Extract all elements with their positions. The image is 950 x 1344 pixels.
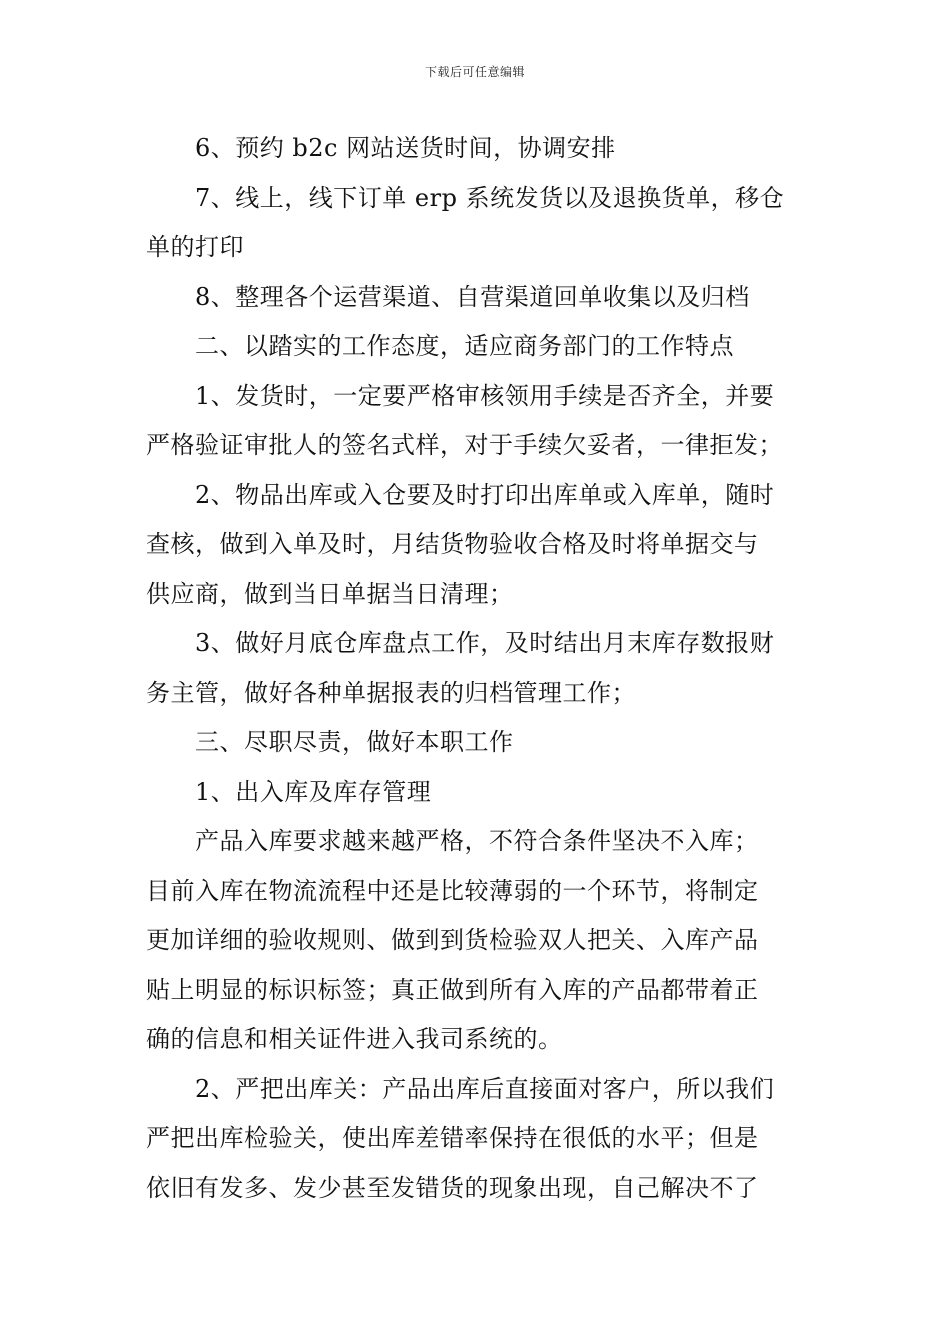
text-line: 8、整理各个运营渠道、自营渠道回单收集以及归档 <box>195 282 750 311</box>
text-line: 确的信息和相关证件进入我司系统的。 <box>146 1025 563 1053</box>
document-body <box>146 124 816 1213</box>
text-line: 目前入库在物流流程中还是比较薄弱的一个环节，将制定 <box>146 876 759 905</box>
section-heading: 三、尽职尽责，做好本职工作 <box>195 728 514 756</box>
text-line: 2、严把出库关：产品出库后直接面对客户，所以我们 <box>195 1074 775 1103</box>
text-line: 严格验证审批人的签名式样，对于手续欠妥者，一律拒发； <box>146 431 783 459</box>
page-header: 下载后可任意编辑 <box>424 65 525 79</box>
text-line: 2、物品出库或入仓要及时打印出库单或入库单，随时 <box>195 480 775 509</box>
text-line: 查核，做到入单及时，月结货物验收合格及时将单据交与 <box>146 530 759 558</box>
text-line: 产品入库要求越来越严格，不符合条件坚决不入库； <box>195 827 759 855</box>
text-line: 更加详细的验收规则、做到到货检验双人把关、入库产品 <box>146 926 759 954</box>
section-heading: 二、以踏实的工作态度，适应商务部门的工作特点 <box>195 332 734 360</box>
text-line: 7、线上，线下订单 erp 系统发货以及退换货单，移仓 <box>195 183 785 212</box>
text-line: 1、发货时，一定要严格审核领用手续是否齐全，并要 <box>195 381 775 410</box>
text-line: 供应商，做到当日单据当日清理； <box>146 579 514 608</box>
text-line: 务主管，做好各种单据报表的归档管理工作； <box>146 678 636 707</box>
text-line: 贴上明显的标识标签；真正做到所有入库的产品都带着正 <box>146 975 759 1004</box>
text-line: 6、预约 b2c 网站送货时间，协调安排 <box>195 134 616 162</box>
text-line: 依旧有发多、发少甚至发错货的现象出现，自己解决不了 <box>146 1173 759 1202</box>
text-line: 单的打印 <box>146 233 244 261</box>
text-line: 3、做好月底仓库盘点工作，及时结出月末库存数报财 <box>195 629 775 657</box>
text-line: 严把出库检验关，使出库差错率保持在很低的水平；但是 <box>146 1124 759 1152</box>
text-line: 1、出入库及库存管理 <box>195 777 432 806</box>
